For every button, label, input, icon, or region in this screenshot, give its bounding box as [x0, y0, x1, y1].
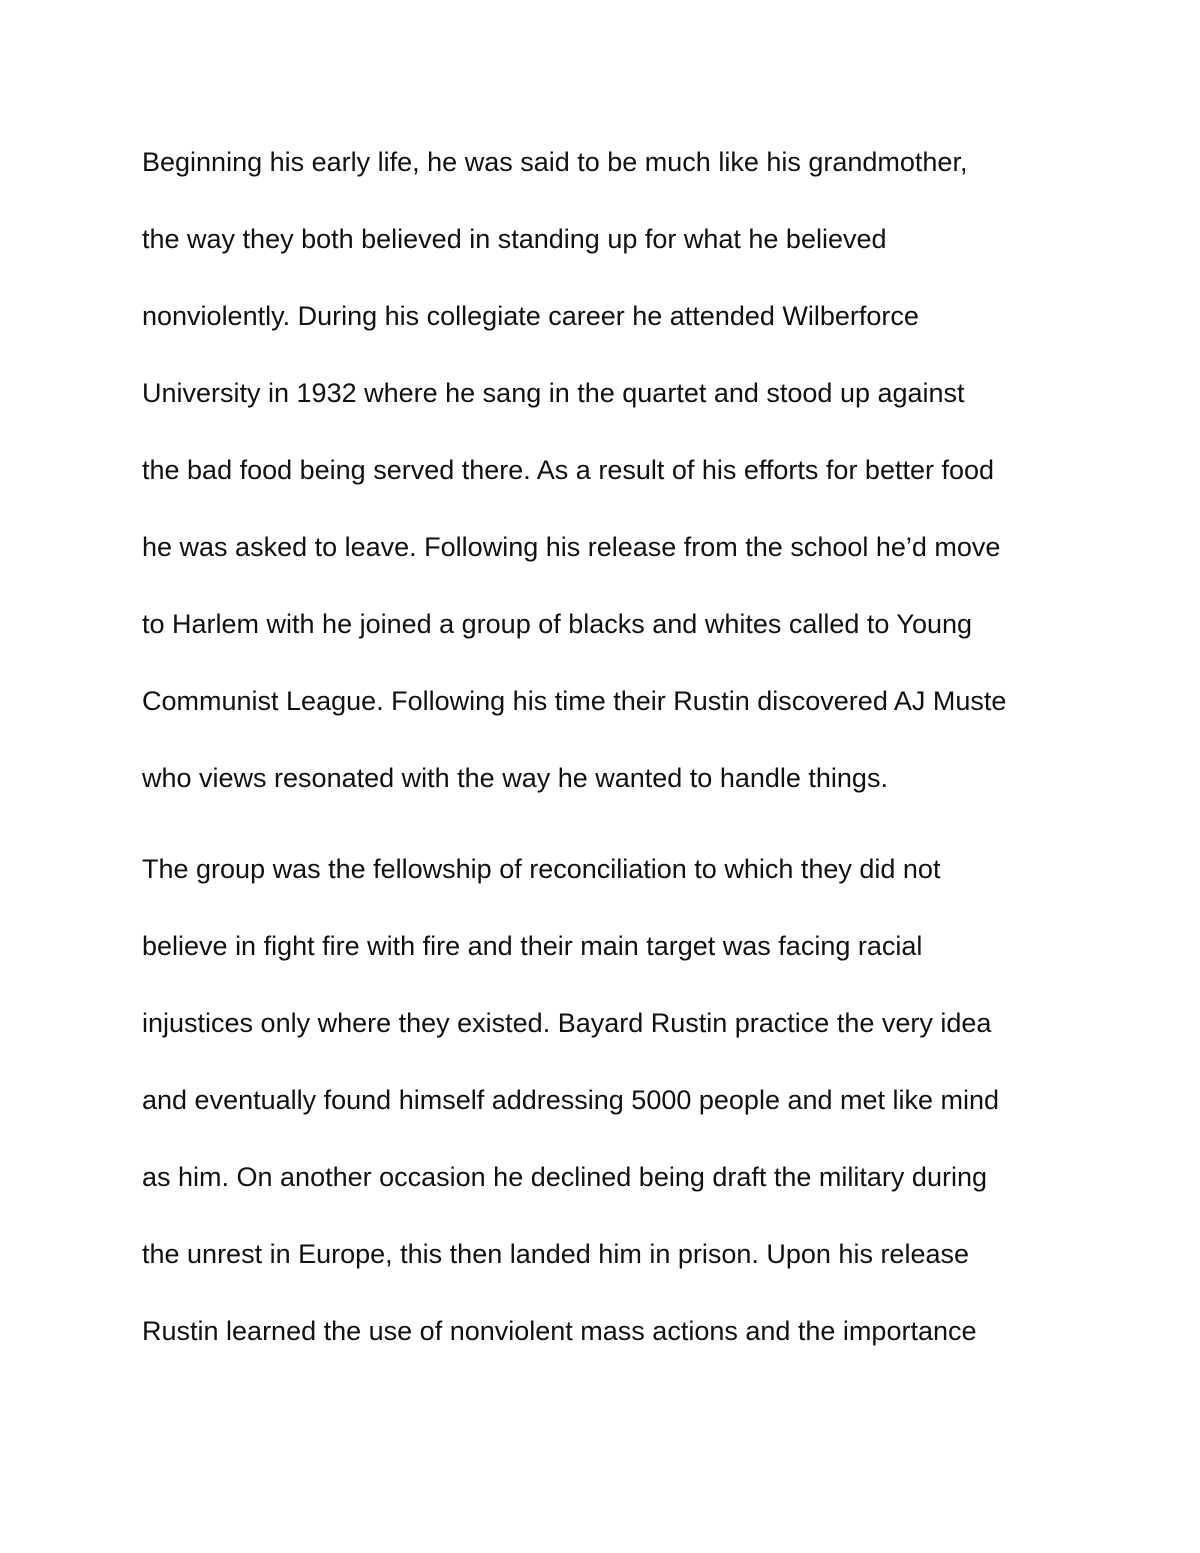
text-line: Communist League. Following his time their Rustin discovered AJ Muste: [142, 686, 1007, 716]
text-line: Rustin learned the use of nonviolent mass actions and the importance: [142, 1316, 977, 1346]
text-line: and eventually found himself addressing 5000 people and met like mind: [142, 1085, 1000, 1115]
text-line: the way they both believed in standing up for what he believed: [142, 224, 887, 254]
text-line: nonviolently. During his collegiate career he attended Wilberforce: [142, 301, 919, 331]
text-line: University in 1932 where he sang in the quartet and stood up against: [142, 378, 965, 408]
text-line: to Harlem with he joined a group of blacks and whites called to Young: [142, 609, 973, 639]
text-line: The group was the fellowship of reconciliation to which they did not: [142, 854, 941, 884]
text-line: injustices only where they existed. Bayard Rustin practice the very idea: [142, 1008, 992, 1038]
text-line: Beginning his early life, he was said to be much like his grandmother,: [142, 147, 968, 177]
text-line: he was asked to leave. Following his release from the school he’d move: [142, 532, 1001, 562]
text-line: the unrest in Europe, this then landed him in prison. Upon his release: [142, 1239, 969, 1269]
text-line: believe in fight fire with fire and their main target was facing racial: [142, 931, 923, 961]
text-line: who views resonated with the way he wanted to handle things.: [142, 763, 888, 793]
text-line: as him. On another occasion he declined being draft the military during: [142, 1162, 987, 1192]
text-line: the bad food being served there. As a result of his efforts for better food: [142, 455, 995, 485]
